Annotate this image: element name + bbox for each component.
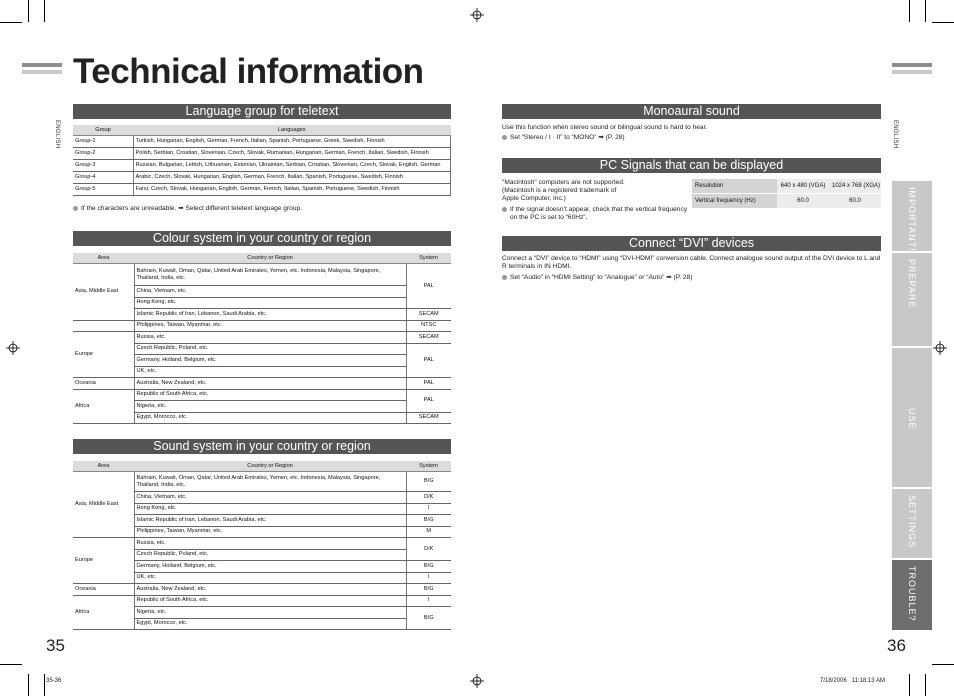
table-row [73,160,451,172]
group-cell: Group-1 [73,136,133,148]
section-header-mono: Monoaural sound [502,104,881,119]
page-ref: (P. 28) [673,274,693,281]
languages-cell: Arabic, Czech, Slovak, Hungarian, English, German, French, Italian, Spanish, Portuguese, Swedish, Finnish [133,172,451,184]
crop-mark [0,22,22,23]
area-cell: Oceania [73,378,134,390]
languages-cell: Turkish, Hungarian, English, German, French, Italian, Spanish, Portuguese, Greek, Swedish, Finnish [133,136,451,148]
table-row [692,194,881,209]
region-cell: Russia, etc. [134,538,406,550]
region-cell: Egypt, Morocco, etc. [134,412,406,424]
side-tab-settings[interactable] [892,489,932,558]
pc-signal-table [692,179,881,209]
table-header-row [73,125,451,136]
group-cell: Group-3 [73,160,133,172]
dvi-text: Connect a “DVI” device to “HDMI” using “DVI-HDMI” conversion cable. Connect analogue sound output of the DVI device to L and R terminals in IN HDMI. [502,255,881,270]
region-cell: Germany, Holland, Belgium, etc. [134,355,406,367]
region-cell: Bahrain, Kuwait, Oman, Qatar, United Arab Emirates, Yemen, etc. Indonesia, Malaysia, Singapore, Thailand, India, etc. [134,264,406,286]
region-cell: Republic of South Africa, etc. [134,389,406,401]
registration-mark-icon [470,8,484,22]
mono-bullet [502,134,881,142]
arrow-icon: ➡ [598,134,604,141]
column-header: Country or Region [134,253,406,264]
crop-mark [932,22,954,23]
group-cell: Group-5 [73,184,133,196]
area-cell: Oceania [73,584,134,596]
colour-system-table [73,253,451,424]
system-cell: B/G [406,515,451,527]
bullet-icon [73,206,78,211]
section-header-sound: Sound system in your country or region [73,439,451,454]
dvi-bullet [502,274,881,282]
table-row [73,584,451,596]
bullet-text: Set “Stereo / I · II” to “MONO” [510,134,597,141]
group-cell: Group-2 [73,148,133,160]
crop-mark [909,674,910,696]
resolution-label: Resolution [692,179,777,194]
pc-bullet [502,206,696,222]
system-cell: B/G [406,584,451,596]
tab-label: IMPORTANT! [907,187,917,252]
table-row [73,172,451,184]
column-header: Languages [133,125,451,136]
tab-label: TROUBLE? [907,566,917,622]
column-header: System [406,461,451,472]
pc-text-line: Apple Computer, Inc.) [502,195,566,202]
language-table [73,125,451,196]
side-tab-prepare[interactable] [892,253,932,346]
table-row [73,148,451,160]
language-side-label: ENGLISH [892,120,898,149]
region-cell: China, Vietnam, etc. [134,286,406,298]
title-bar-decoration [22,70,62,74]
column-header: Group [73,125,133,136]
system-cell: NTSC [406,320,451,332]
table-row [73,389,451,401]
footer-date: 7/18/2006 11:18:13 AM [820,678,885,684]
table-row [73,264,451,286]
region-cell: Bahrain, Kuwait, Oman, Qatar, United Arab Emirates, Yemen, etc. Indonesia, Malaysia, Singapore, Thailand, India, etc. [134,472,406,492]
region-cell: Islamic Republic of Iran, Lebanon, Saudi Arabia, etc. [134,309,406,321]
page-number-right: 36 [887,636,906,655]
title-bar-decoration [892,63,932,67]
page-number-left: 35 [46,636,65,655]
region-cell: Czech Republic, Poland, etc. [134,343,406,355]
system-cell: PAL [406,378,451,390]
region-cell: Philippines, Taiwan, Myanmar, etc. [134,320,406,332]
language-side-label: ENGLISH [54,120,60,149]
region-cell: Hong Kong, etc. [134,297,406,309]
system-cell: B/G [406,607,451,630]
region-cell: Nigeria, etc. [134,607,406,619]
column-header: Area [73,461,134,472]
sound-system-table [73,461,451,630]
page-ref: (P. 28) [605,134,625,141]
title-bar-decoration [22,63,62,67]
languages-cell: Polish, Serbian, Croatian, Slovenian, Czech, Slovak, Rumanian, Hungarian, German, French, Italian, Swedish, Finnish [133,148,451,160]
area-cell: Asia, Middle East [73,472,134,538]
system-cell: B/G [406,561,451,573]
section-header-dvi: Connect “DVI” devices [502,236,881,251]
pc-text-line: "Macintosh" computers are not supported. [502,179,625,186]
languages-cell: Russian, Bulgarian, Lettish, Lithuanian, Estonian, Ukrainian, Serbian, Croatian, Slovenian, Czech, Slovak, English, German [133,160,451,172]
column-header: Area [73,253,134,264]
region-cell: Egypt, Morocco, etc. [134,618,406,630]
table-row [73,378,451,390]
area-cell: Africa [73,389,134,424]
region-cell: Australia, New Zealand, etc. [134,378,406,390]
system-cell: SECAM [406,412,451,424]
arrow-icon: ➡ [666,274,672,281]
frequency-vga: 60.0 [777,194,829,209]
crop-mark [28,0,29,22]
table-row [73,538,451,550]
section-header-pc: PC Signals that can be displayed [502,158,881,173]
region-cell: Czech Republic, Poland, etc. [134,549,406,561]
area-cell: Asia, Middle East [73,264,134,321]
system-cell: SECAM [406,332,451,344]
page-title: Technical information [73,52,424,91]
system-cell: PAL [406,343,451,378]
region-cell: Republic of South Africa, etc. [134,595,406,607]
frequency-label: Vertical frequency (Hz) [692,194,777,209]
registration-mark-icon [470,674,484,688]
title-bar-decoration [892,70,932,74]
footer-code: 35-36 [46,678,62,684]
area-cell-blank [73,320,134,332]
pc-text [502,179,688,203]
teletext-note [73,205,302,213]
side-tab-use[interactable] [892,348,932,487]
section-header-colour: Colour system in your country or region [73,231,451,246]
system-cell: B/G [406,472,451,492]
system-cell: SECAM [406,309,451,321]
area-cell: Africa [73,595,134,630]
resolution-xga: 1024 x 768 (XGA) [829,179,881,194]
region-cell: Hong Kong, etc. [134,503,406,515]
table-header-row [73,461,451,472]
table-row [73,136,451,148]
area-cell: Europe [73,332,134,378]
system-cell: I [406,595,451,607]
bullet-icon [502,135,507,140]
region-cell: Nigeria, etc. [134,401,406,413]
mono-text: Use this function when stereo sound or bilingual sound is hard to hear. [502,124,708,131]
region-cell: Islamic Republic of Iran, Lebanon, Saudi Arabia, etc. [134,515,406,527]
crop-mark [925,0,926,22]
table-row [73,184,451,196]
crop-mark [909,0,910,22]
table-row [692,179,881,194]
frequency-xga: 60.0 [829,194,881,209]
note-text: Select different teletext language group. [185,205,302,212]
table-row [73,472,451,492]
note-text: If the characters are unreadable. [81,205,177,212]
table-row [73,595,451,607]
column-header: Country or Region [134,461,406,472]
system-cell: PAL [406,264,451,309]
languages-cell: Farsi, Czech, Slovak, Hungarian, English, German, French, Italian, Spanish, Portuguese, Swedish, Finnish [133,184,451,196]
crop-mark [925,674,926,696]
table-row [73,332,451,344]
system-cell: D/K [406,538,451,561]
pc-text-line: (Macintosh is a registered trademark of [502,187,617,194]
crop-mark [44,0,45,22]
system-cell: D/K [406,492,451,504]
region-cell: China, Vietnam, etc. [134,492,406,504]
region-cell: Australia, New Zealand, etc. [134,584,406,596]
region-cell: Russia, etc. [134,332,406,344]
registration-mark-icon [933,341,947,355]
region-cell: UK, etc. [134,366,406,378]
area-cell: Europe [73,538,134,584]
tab-label: USE [907,408,917,430]
bullet-text: If the signal doesn’t appear, check that the vertical frequency on the PC is set to “60Hz”. [510,206,688,221]
crop-mark [44,674,45,696]
table-header-row [73,253,451,264]
crop-mark [932,664,954,665]
tab-label: PREPARE [907,259,917,309]
resolution-vga: 640 x 480 (VGA) [777,179,829,194]
registration-mark-icon [6,341,20,355]
group-cell: Group-4 [73,172,133,184]
system-cell: I [406,503,451,515]
section-header-language: Language group for teletext [73,104,451,119]
table-row [73,320,451,332]
tab-label: SETTINGS [907,495,917,549]
arrow-icon: ➡ [178,205,184,212]
column-header: System [406,253,451,264]
region-cell: Germany, Holland, Belgium, etc. [134,561,406,573]
region-cell: UK, etc. [134,572,406,584]
system-cell: I [406,572,451,584]
system-cell: M [406,526,451,538]
bullet-icon [502,207,507,212]
crop-mark [0,664,22,665]
bullet-text: Set “Audio” in “HDMI Setting” to “Analogue” or “Auto” [510,274,665,281]
region-cell: Philippines, Taiwan, Myanmar, etc. [134,526,406,538]
system-cell: PAL [406,389,451,412]
side-tab-important[interactable] [892,181,932,251]
crop-mark [28,674,29,696]
bullet-icon [502,275,507,280]
side-tab-trouble[interactable] [892,560,932,630]
